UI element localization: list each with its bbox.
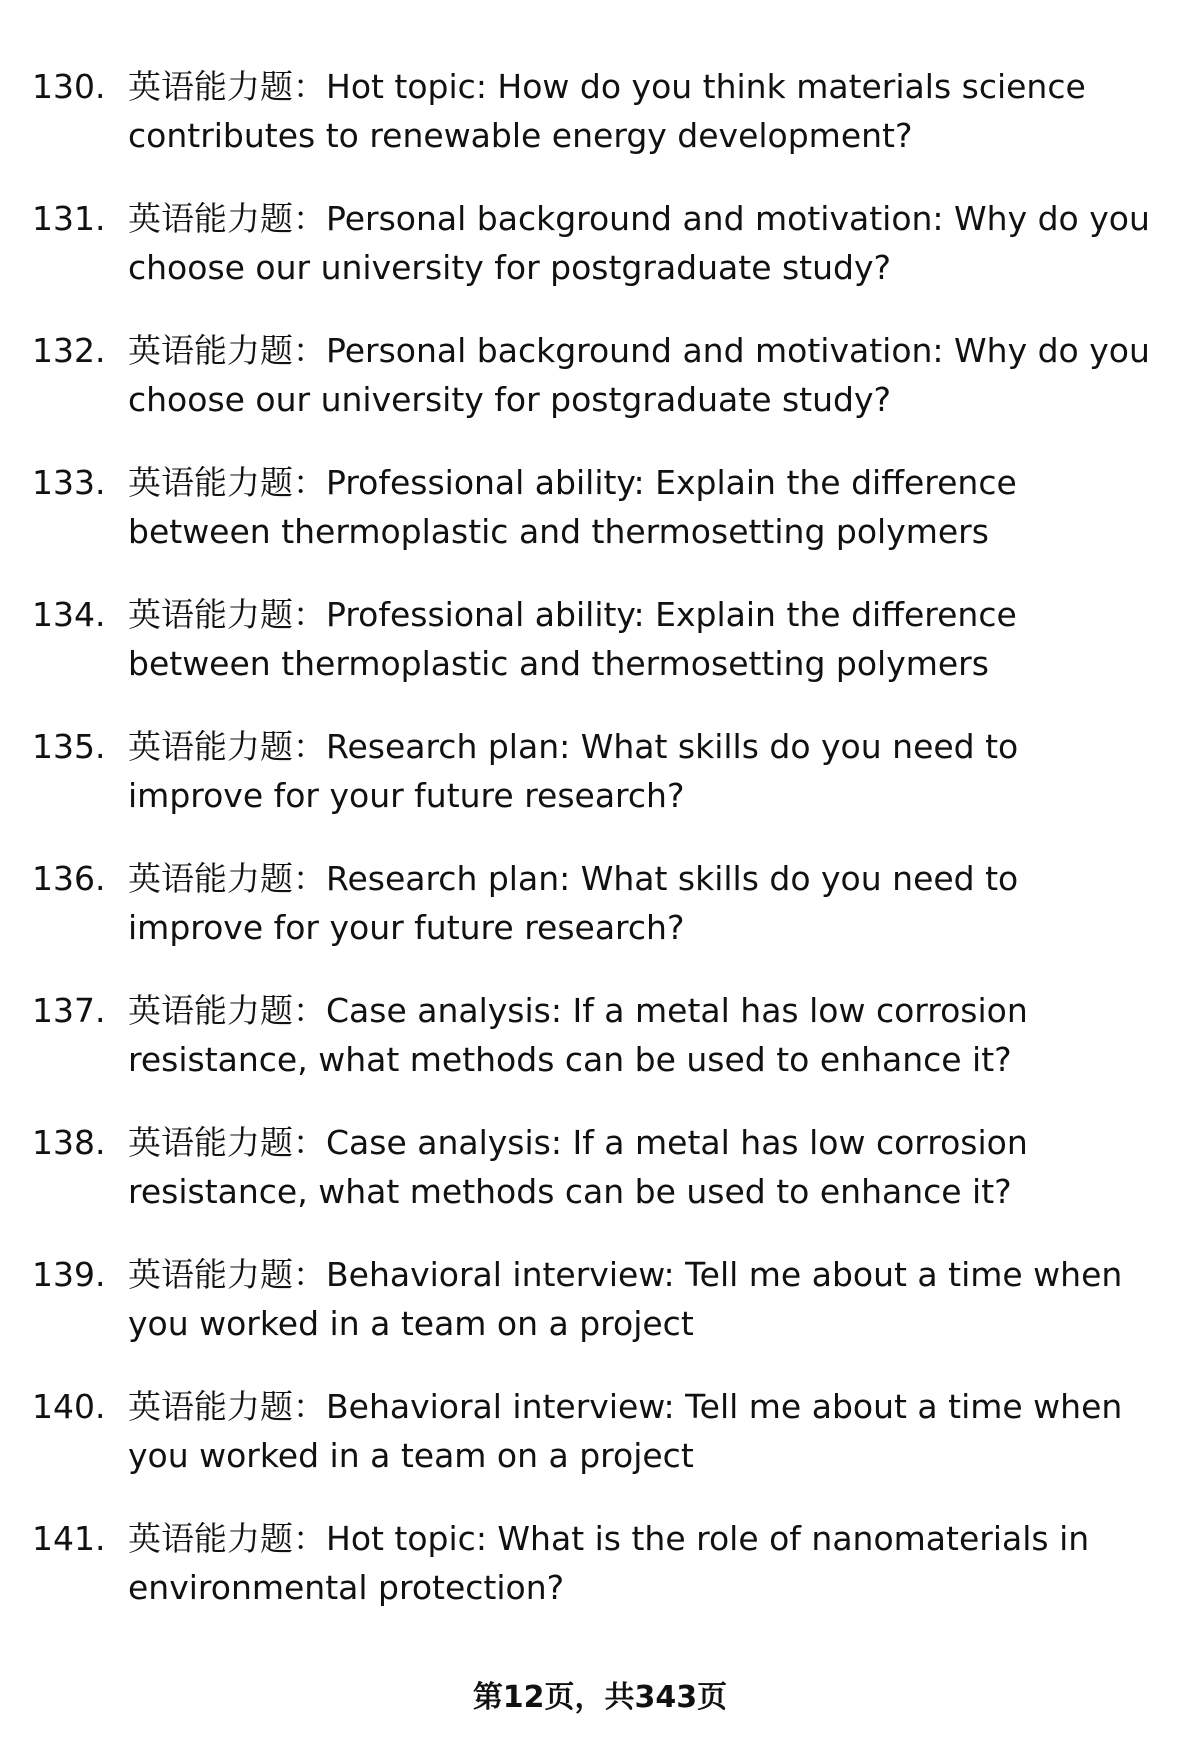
question-prefix: 英语能力题： [128,727,326,766]
question-body: Case analysis: If a metal has low corrosion resistance, what methods can be used to enhance it? [128,991,1028,1079]
question-body: Hot topic: What is the role of nanomaterials in environmental protection? [128,1519,1090,1607]
question-number: 140. [32,1387,106,1426]
question-item [0,194,1200,326]
question-number: 137. [32,991,106,1030]
question-prefix: 英语能力题： [128,991,326,1030]
question-prefix: 英语能力题： [128,859,326,898]
question-number: 131. [32,199,106,238]
question-text [128,326,1160,424]
question-number: 134. [32,595,106,634]
question-text [128,1382,1160,1480]
question-text [128,458,1160,556]
question-prefix: 英语能力题： [128,463,326,502]
question-item [0,458,1200,590]
question-text [128,1514,1160,1612]
question-text [128,194,1160,292]
question-item [0,590,1200,722]
question-body: Professional ability: Explain the difference between thermoplastic and thermosetting polymers [128,463,1017,551]
question-prefix: 英语能力题： [128,1123,326,1162]
question-text [128,62,1160,160]
page-footer: 第12页，共343页 [472,1680,728,1715]
question-text [128,1250,1160,1348]
question-text [128,986,1160,1084]
question-number: 138. [32,1123,106,1162]
question-text [128,854,1160,952]
question-body: Case analysis: If a metal has low corrosion resistance, what methods can be used to enhance it? [128,1123,1028,1211]
question-number: 139. [32,1255,106,1294]
question-number: 133. [32,463,106,502]
question-body: Research plan: What skills do you need to improve for your future research? [128,727,1019,815]
question-number: 130. [32,67,106,106]
question-prefix: 英语能力题： [128,1255,326,1294]
question-item [0,62,1200,194]
question-prefix: 英语能力题： [128,331,326,370]
question-body: Behavioral interview: Tell me about a time when you worked in a team on a project [128,1255,1123,1343]
question-text [128,722,1160,820]
question-item [0,1514,1200,1646]
question-prefix: 英语能力题： [128,199,326,238]
question-body: Professional ability: Explain the difference between thermoplastic and thermosetting polymers [128,595,1017,683]
question-prefix: 英语能力题： [128,1387,326,1426]
question-prefix: 英语能力题： [128,595,326,634]
question-list [0,62,1200,1646]
question-text [128,1118,1160,1216]
question-body: Hot topic: How do you think materials science contributes to renewable energy development? [128,67,1086,155]
question-body: Research plan: What skills do you need to improve for your future research? [128,859,1019,947]
question-item [0,326,1200,458]
question-prefix: 英语能力题： [128,1519,326,1558]
question-item [0,1382,1200,1514]
question-text [128,590,1160,688]
question-number: 141. [32,1519,106,1558]
question-item [0,722,1200,854]
question-prefix: 英语能力题： [128,67,326,106]
question-body: Personal background and motivation: Why do you choose our university for postgraduate study? [128,199,1150,287]
question-body: Behavioral interview: Tell me about a time when you worked in a team on a project [128,1387,1123,1475]
question-body: Personal background and motivation: Why do you choose our university for postgraduate study? [128,331,1150,419]
question-number: 135. [32,727,106,766]
question-item [0,986,1200,1118]
question-number: 132. [32,331,106,370]
question-item [0,854,1200,986]
question-item [0,1118,1200,1250]
question-number: 136. [32,859,106,898]
question-item [0,1250,1200,1382]
